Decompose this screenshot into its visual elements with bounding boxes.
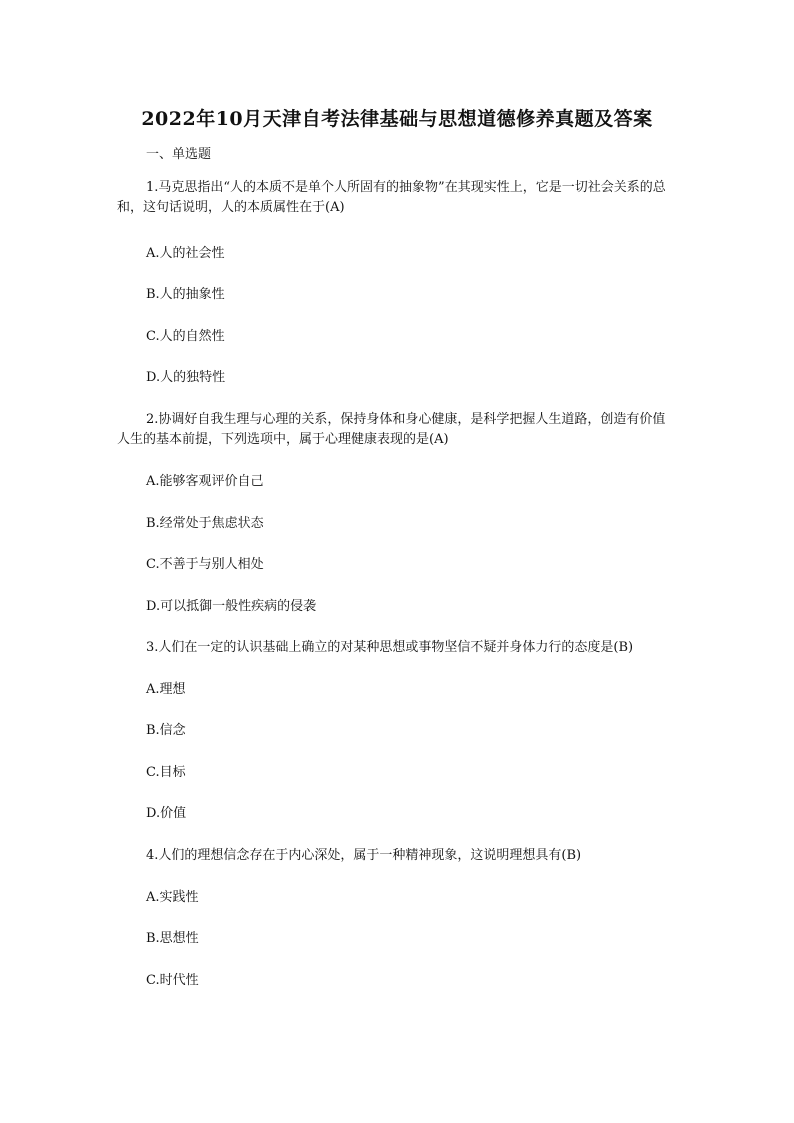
question-3-option-d: D.价值: [146, 806, 187, 821]
question-1-option-a: A.人的社会性: [146, 246, 225, 261]
question-3-text: 3.人们在一定的认识基础上确立的对某种思想或事物坚信不疑并身体力行的态度是(B): [146, 640, 634, 655]
question-3-option-a: A.理想: [146, 682, 186, 697]
question-4-option-a: A.实践性: [146, 890, 199, 905]
question-3-option-b: B.信念: [146, 723, 186, 738]
question-2-option-d: D.可以抵御一般性疾病的侵袭: [146, 599, 317, 614]
question-1-option-c: C.人的自然性: [146, 329, 225, 344]
question-1-option-b: B.人的抽象性: [146, 287, 225, 302]
question-2-text: 2.协调好自我生理与心理的关系，保持身体和身心健康，是科学把握人生道路，创造有价值人生的基本前提，下列选项中，属于心理健康表现的是(A): [117, 412, 666, 447]
question-3-option-c: C.目标: [146, 765, 186, 780]
question-2-option-a: A.能够客观评价自己: [146, 474, 264, 489]
section-heading: 一、单选题: [146, 147, 212, 162]
question-1-option-d: D.人的独特性: [146, 370, 226, 385]
question-2-option-c: C.不善于与别人相处: [146, 557, 264, 572]
question-1-text: 1.马克思指出“人的本质不是单个人所固有的抽象物”在其现实性上，它是一切社会关系的总和，这句话说明，人的本质属性在于(A): [117, 180, 666, 215]
question-2-option-b: B.经常处于焦虑状态: [146, 516, 264, 531]
question-4-option-b: B.思想性: [146, 931, 199, 946]
question-4-text: 4.人们的理想信念存在于内心深处，属于一种精神现象，这说明理想具有(B): [146, 848, 582, 863]
question-4-option-c: C.时代性: [146, 973, 199, 988]
document-title: 2022年10月天津自考法律基础与思想道德修养真题及答案: [141, 108, 653, 130]
